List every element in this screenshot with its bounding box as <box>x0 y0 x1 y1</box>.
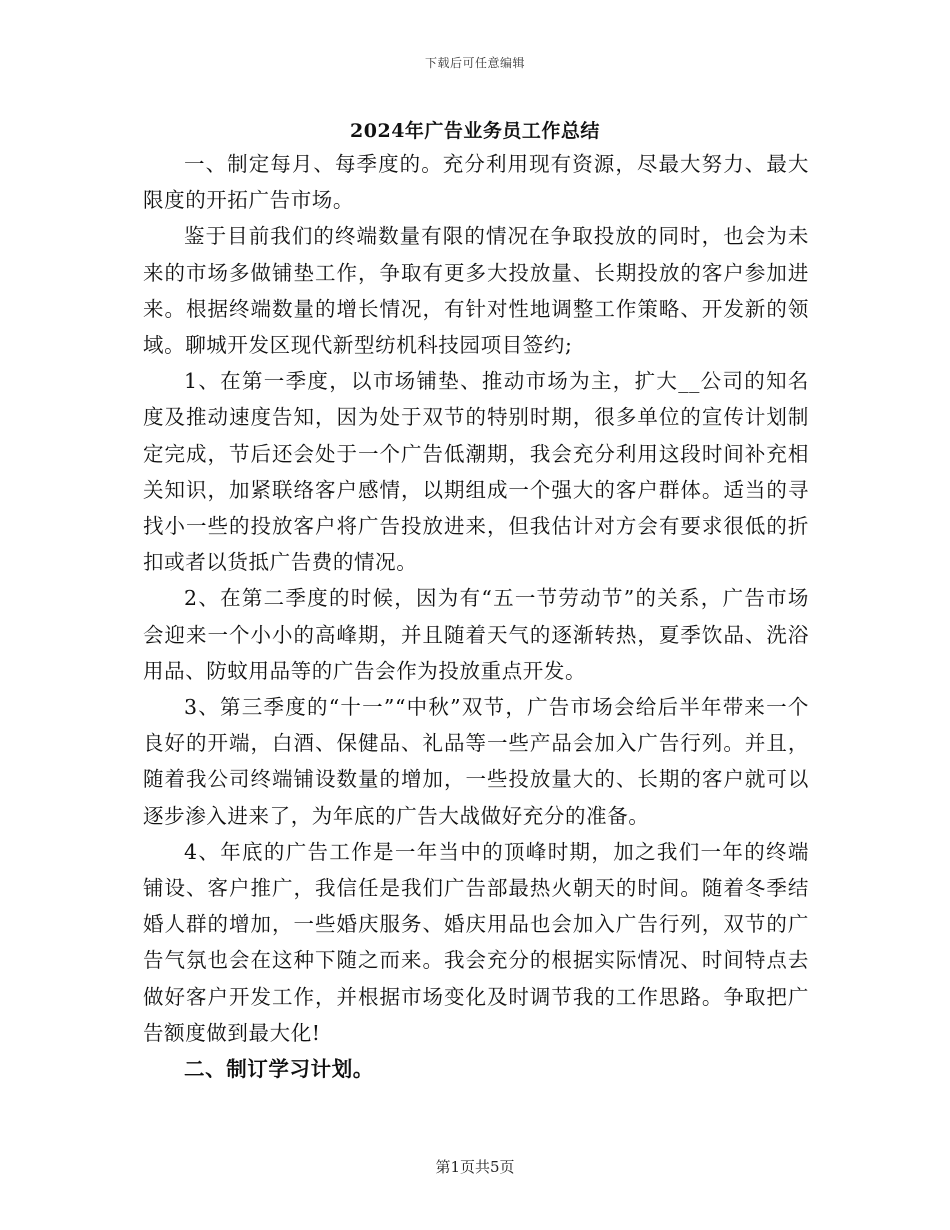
document-title: 2024年广告业务员工作总结 <box>350 120 600 142</box>
section-heading: 二、制订学习计划。 <box>184 1057 374 1082</box>
paragraph-5: 3、第三季度的“十一”“中秋”双节，广告市场会给后半年带来一个良好的开端，白酒、保健品、礼品等一些产品会加入广告行列。并且，随着我公司终端铺设数量的增加，一些投放量大的、长期的客户就可以逐步渗入进来了，为年底的广告大战做好充分的准备。 <box>143 695 809 828</box>
header-note: 下载后可任意编辑 <box>424 56 525 70</box>
paragraph-1: 一、制定每月、每季度的。充分利用现有资源，尽最大努力、最大限度的开拓广告市场。 <box>143 152 809 213</box>
paragraph-4: 2、在第二季度的时候，因为有“五一节劳动节”的关系，广告市场会迎来一个小小的高峰期，并且随着天气的逐渐转热，夏季饮品、洗浴用品、防蚊用品等的广告会作为投放重点开发。 <box>143 586 809 683</box>
paragraph-2: 鉴于目前我们的终端数量有限的情况在争取投放的同时，也会为未来的市场多做铺垫工作，争取有更多大投放量、长期投放的客户参加进来。根据终端数量的增长情况，有针对性地调整工作策略、开发新的领域。聊城开发区现代新型纺机科技园项目签约; <box>143 224 809 358</box>
document-body <box>143 146 809 1087</box>
paragraph-6: 4、年底的广告工作是一年当中的顶峰时期，加之我们一年的终端铺设、客户推广，我信任是我们广告部最热火朝天的时间。随着冬季结婚人群的增加，一些婚庆服务、婚庆用品也会加入广告行列，双节的广告气氛也会在这种下随之而来。我会充分的根据实际情况、时间特点去做好客户开发工作，并根据市场变化及时调节我的工作思路。争取把广告额度做到最大化! <box>143 839 809 1045</box>
page-footer: 第1页共5页 <box>435 1158 515 1176</box>
paragraph-3: 1、在第一季度，以市场铺垫、推动市场为主，扩大__公司的知名度及推动速度告知，因为处于双节的特别时期，很多单位的宣传计划制定完成，节后还会处于一个广告低潮期，我会充分利用这段时间补充相关知识，加紧联络客户感情，以期组成一个强大的客户群体。适当的寻找小一些的投放客户将广告投放进来，但我估计对方会有要求很低的折扣或者以货抵广告费的情况。 <box>143 369 809 575</box>
